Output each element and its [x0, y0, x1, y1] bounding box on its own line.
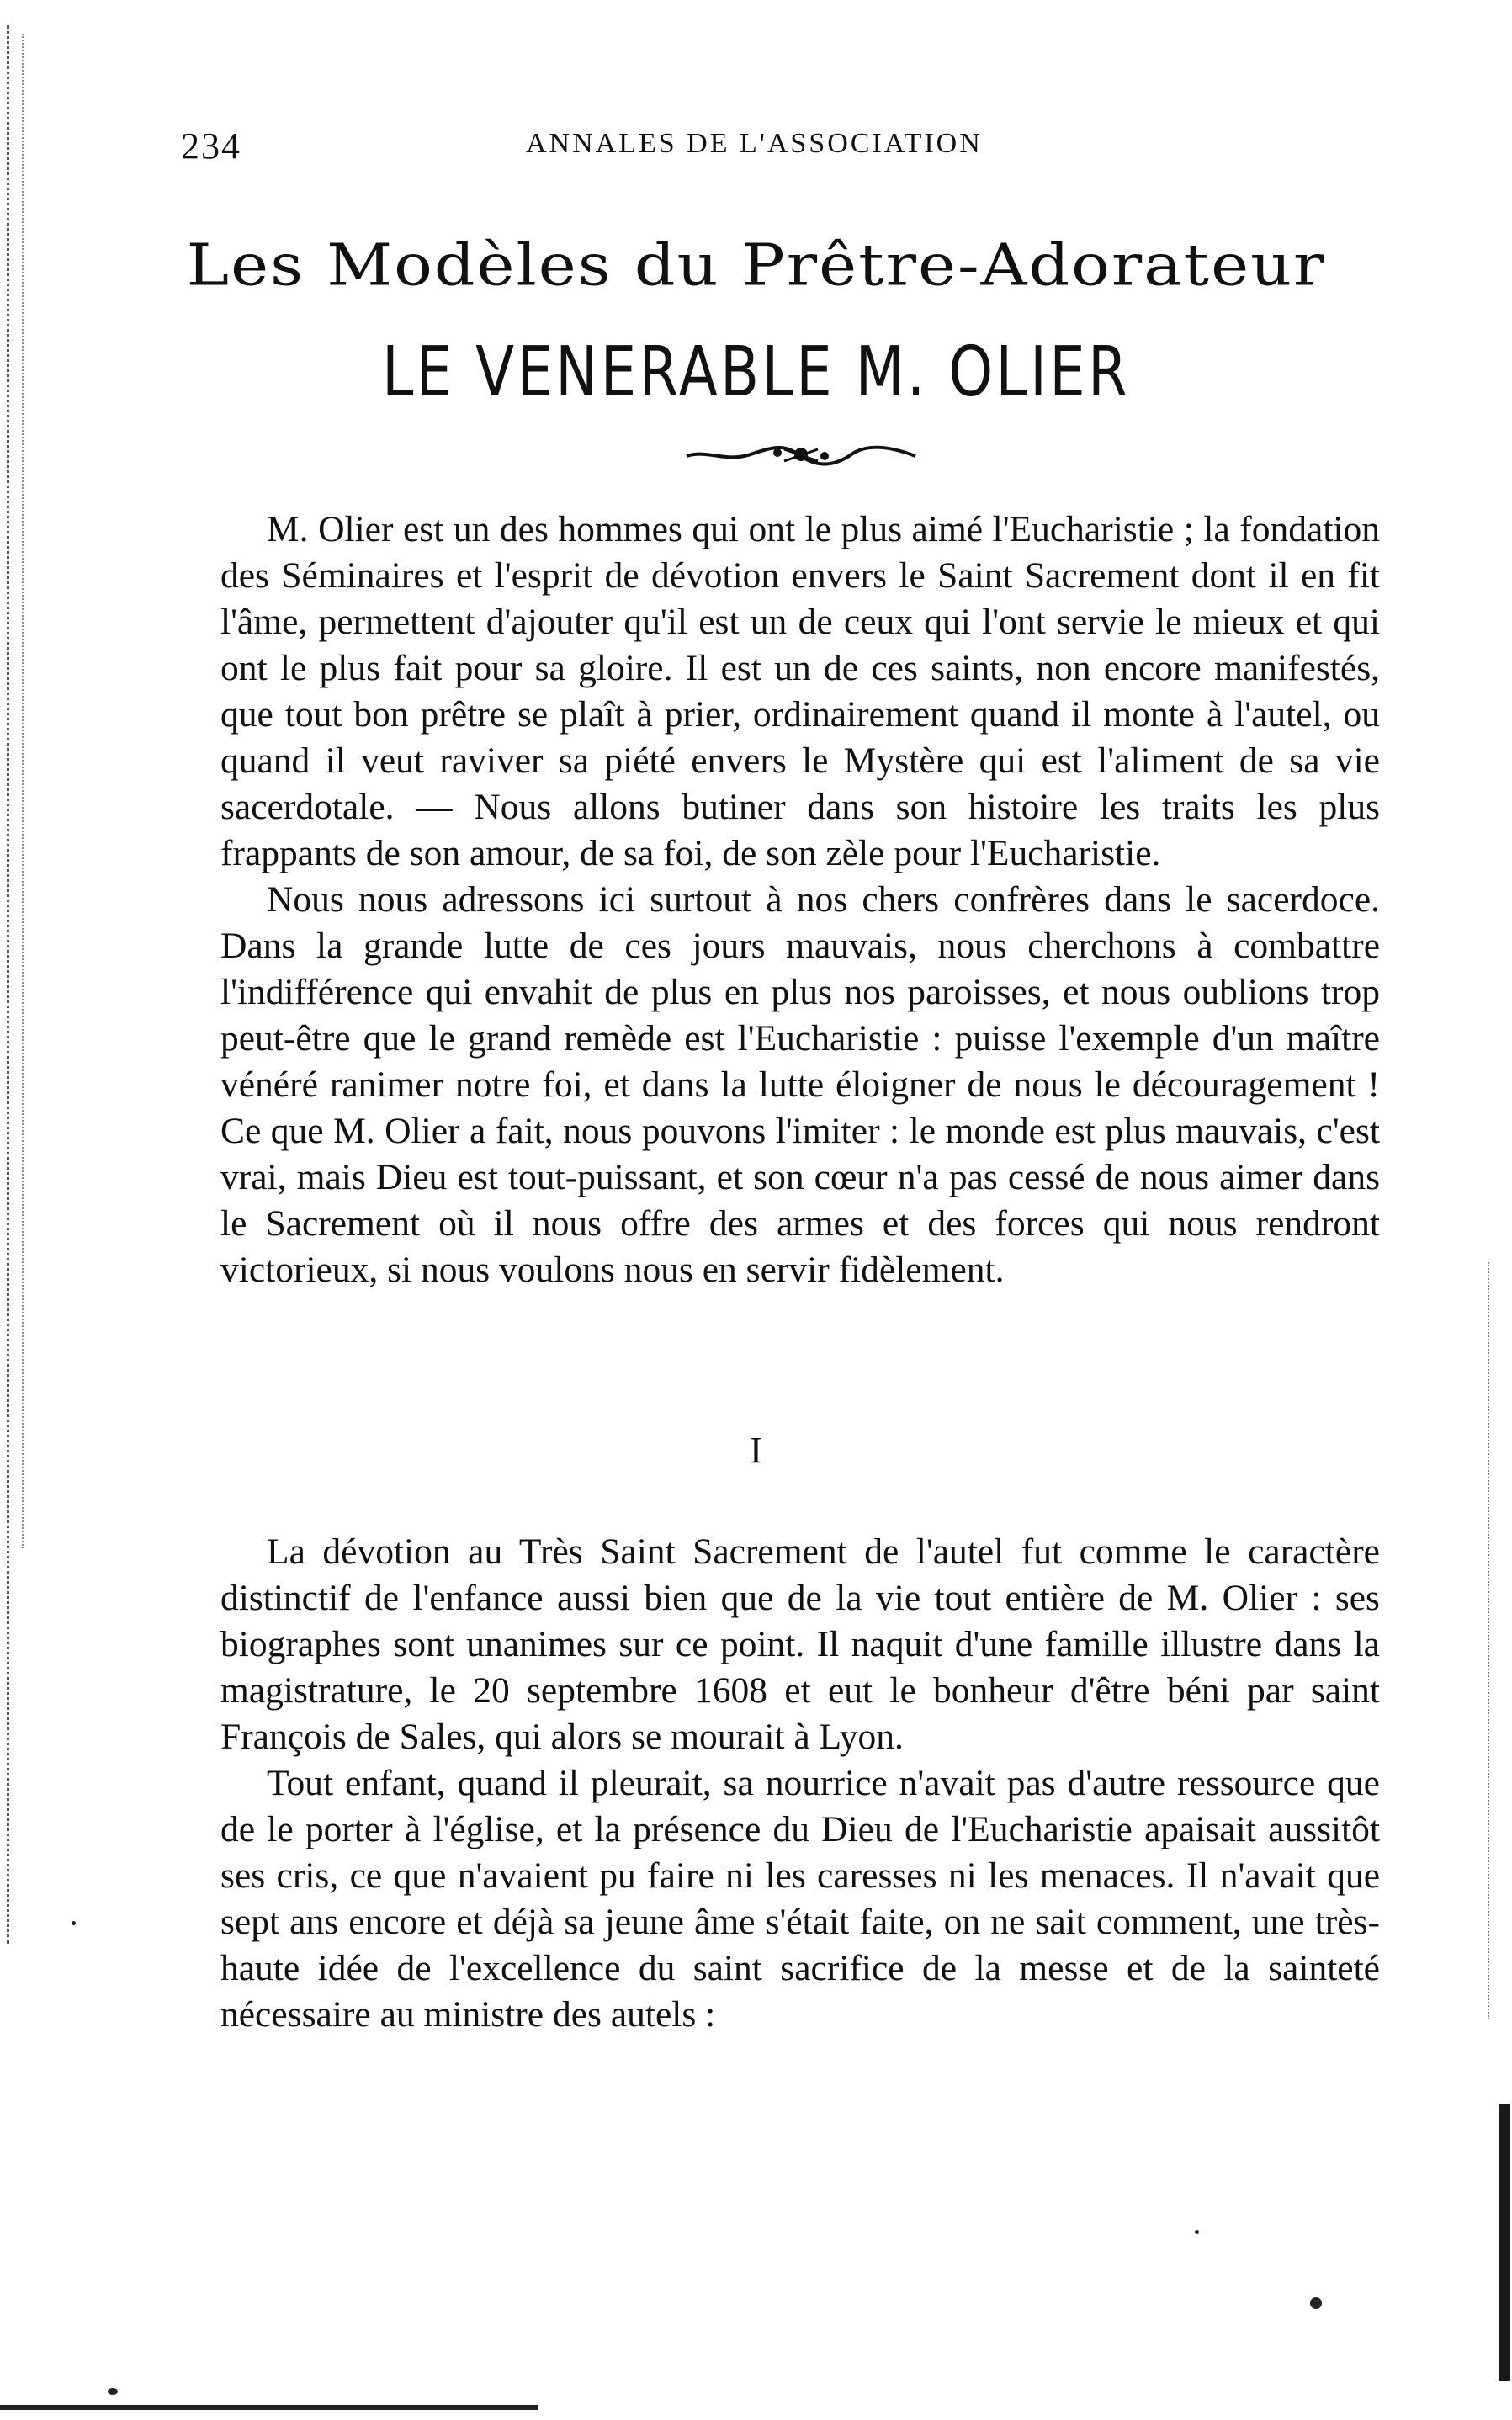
running-head [181, 125, 1275, 172]
section-1-text [220, 1529, 1380, 2038]
intro-text [220, 507, 1380, 1293]
decorative-flourish-icon [683, 438, 919, 471]
paragraph: Nous nous adressons ici surtout à nos chers confrères dans le sacerdoce. Dans la grande lutte de ces jours mauvais, nous cherchons à combattre l'indifférence qui envahit de plus en plus nos paroisses, et nous oublions trop peut-être que le grand remède est l'Eucharistie : puisse l'exemple d'un maître vénéré ranimer notre foi, et dans la lutte éloigner de nous le découragement ! Ce que M. Olier a fait, nous pouvons l'imiter : le monde est plus mauvais, c'est vrai, mais Dieu est tout-puissant, et son cœur n'a pas cessé de nous aimer dans le Sacrement où il nous offre des armes et des forces qui nous rendront victorieux, si nous voulons nous en servir fidèlement. [220, 879, 1380, 1290]
paragraph: M. Olier est un des hommes qui ont le plus aimé l'Eucharistie ; la fondation des Séminaires et l'esprit de dévotion envers le Saint Sacrement dont il en fit l'âme, permettent d'ajouter qu'il est un de ceux qui l'ont servie le mieux et qui ont le plus fait pour sa gloire. Il est un de ces saints, non encore manifestés, que tout bon prêtre se plaît à prier, ordinairement quand il monte à l'autel, ou quand il veut raviver sa piété envers le Mystère qui est l'aliment de sa vie sacerdotale. — Nous allons butiner dans son histoire les traits les plus frappants de son amour, de sa foi, de son zèle pour l'Eucharistie. [220, 509, 1380, 873]
section-numeral: I [750, 1430, 762, 1471]
journal-title: ANNALES DE L'ASSOCIATION [526, 128, 983, 159]
page-number: 234 [181, 125, 241, 167]
scan-speck [72, 1921, 76, 1925]
article-title: LE VENERABLE M. OLIER [381, 332, 1131, 412]
scan-edge-right-dots [1488, 1262, 1492, 2019]
paragraph: Tout enfant, quand il pleurait, sa nourrice n'avait pas d'autre ressource que de le porter à l'église, et la présence du Dieu de l'Eucharistie apaisait aussitôt ses cris, ce que n'avaient pu faire ni les caresses ni les menaces. Il n'avait que sept ans encore et déjà sa jeune âme s'était faite, on ne sait comment, une très-haute idée de l'excellence du saint sacrifice de la messe et de la sainteté nécessaire au ministre des autels : [220, 1763, 1380, 2035]
scan-edge-bottom [0, 2405, 538, 2410]
series-title: Les Modèles du Prêtre-Adorateur [186, 231, 1326, 299]
scan-speck [1310, 2297, 1322, 2309]
paragraph: La dévotion au Très Saint Sacrement de l'autel fut comme le caractère distinctif de l'enfance aussi bien que de la vie tout entière de M. Olier : ses biographes sont unanimes sur ce point. Il naquit d'une famille illustre dans la magistrature, le 20 septembre 1608 et eut le bonheur d'être béni par saint François de Sales, qui alors se mourait à Lyon. [220, 1531, 1380, 1757]
scan-speck [1195, 2230, 1199, 2234]
scan-speck [108, 2388, 118, 2395]
scan-edge-right [1499, 2104, 1510, 2381]
